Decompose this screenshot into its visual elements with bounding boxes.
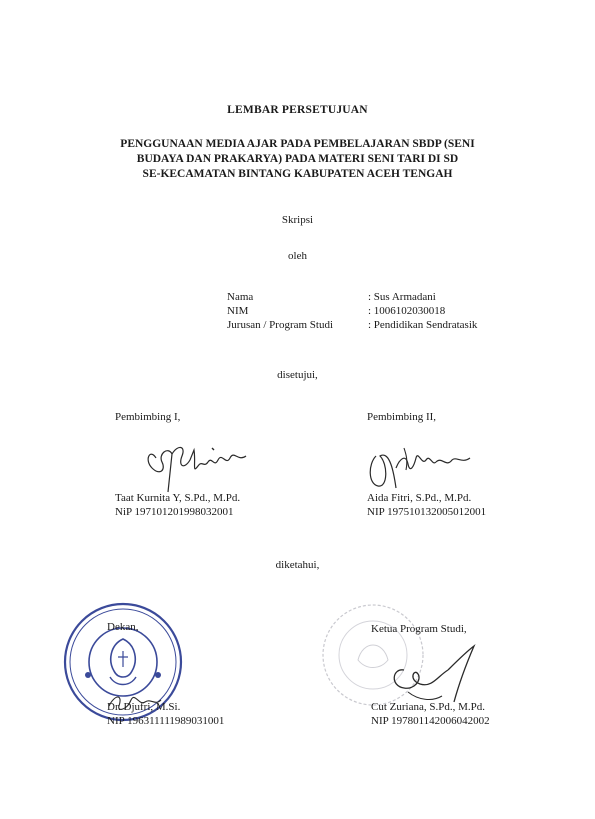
advisor1-name: Taat Kurnita Y, S.Pd., M.Pd. xyxy=(115,492,241,504)
document-type: Skripsi xyxy=(281,214,314,226)
advisor2-name: Aida Fitri, S.Pd., M.Pd. xyxy=(367,492,472,504)
thesis-title-line-2: BUDAYA DAN PRAKARYA) PADA MATERI SENI TARI DI SD xyxy=(136,153,459,165)
student-nim-label: NIM xyxy=(227,305,249,317)
thesis-title-line-1: PENGGUNAAN MEDIA AJAR PADA PEMBELAJARAN SBDP (SENI xyxy=(120,138,475,150)
student-name-value: : Sus Armadani xyxy=(368,291,436,303)
advisor2-nip: NIP 197510132005012001 xyxy=(367,506,487,518)
advisor1-role: Pembimbing I, xyxy=(115,411,181,423)
head-name: Cut Zuriana, S.Pd., M.Pd. xyxy=(371,701,485,713)
advisor1-nip: NiP 197101201998032001 xyxy=(115,506,234,518)
head-role: Ketua Program Studi, xyxy=(371,623,467,635)
head-nip: NIP 197801142006042002 xyxy=(371,715,490,727)
document-title: LEMBAR PERSETUJUAN xyxy=(227,104,368,116)
student-nim-value: : 1006102030018 xyxy=(368,305,446,317)
thesis-title xyxy=(0,137,595,182)
student-program-label: Jurusan / Program Studi xyxy=(227,319,334,331)
student-program-value: : Pendidikan Sendratasik xyxy=(368,319,478,331)
acknowledged-label: diketahui, xyxy=(275,559,320,571)
author-by-label: oleh xyxy=(288,250,307,262)
dean-nip: NIP 196311111989031001 xyxy=(107,715,225,727)
student-name-label: Nama xyxy=(227,291,254,303)
dean-role: Dekan, xyxy=(107,621,139,633)
thesis-title-line-3: SE-KECAMATAN BINTANG KABUPATEN ACEH TENGAH xyxy=(142,168,453,180)
advisor2-role: Pembimbing II, xyxy=(367,411,437,423)
approved-label: disetujui, xyxy=(277,369,318,381)
dean-name: Dr. Djufri, M.Si. xyxy=(107,701,181,713)
